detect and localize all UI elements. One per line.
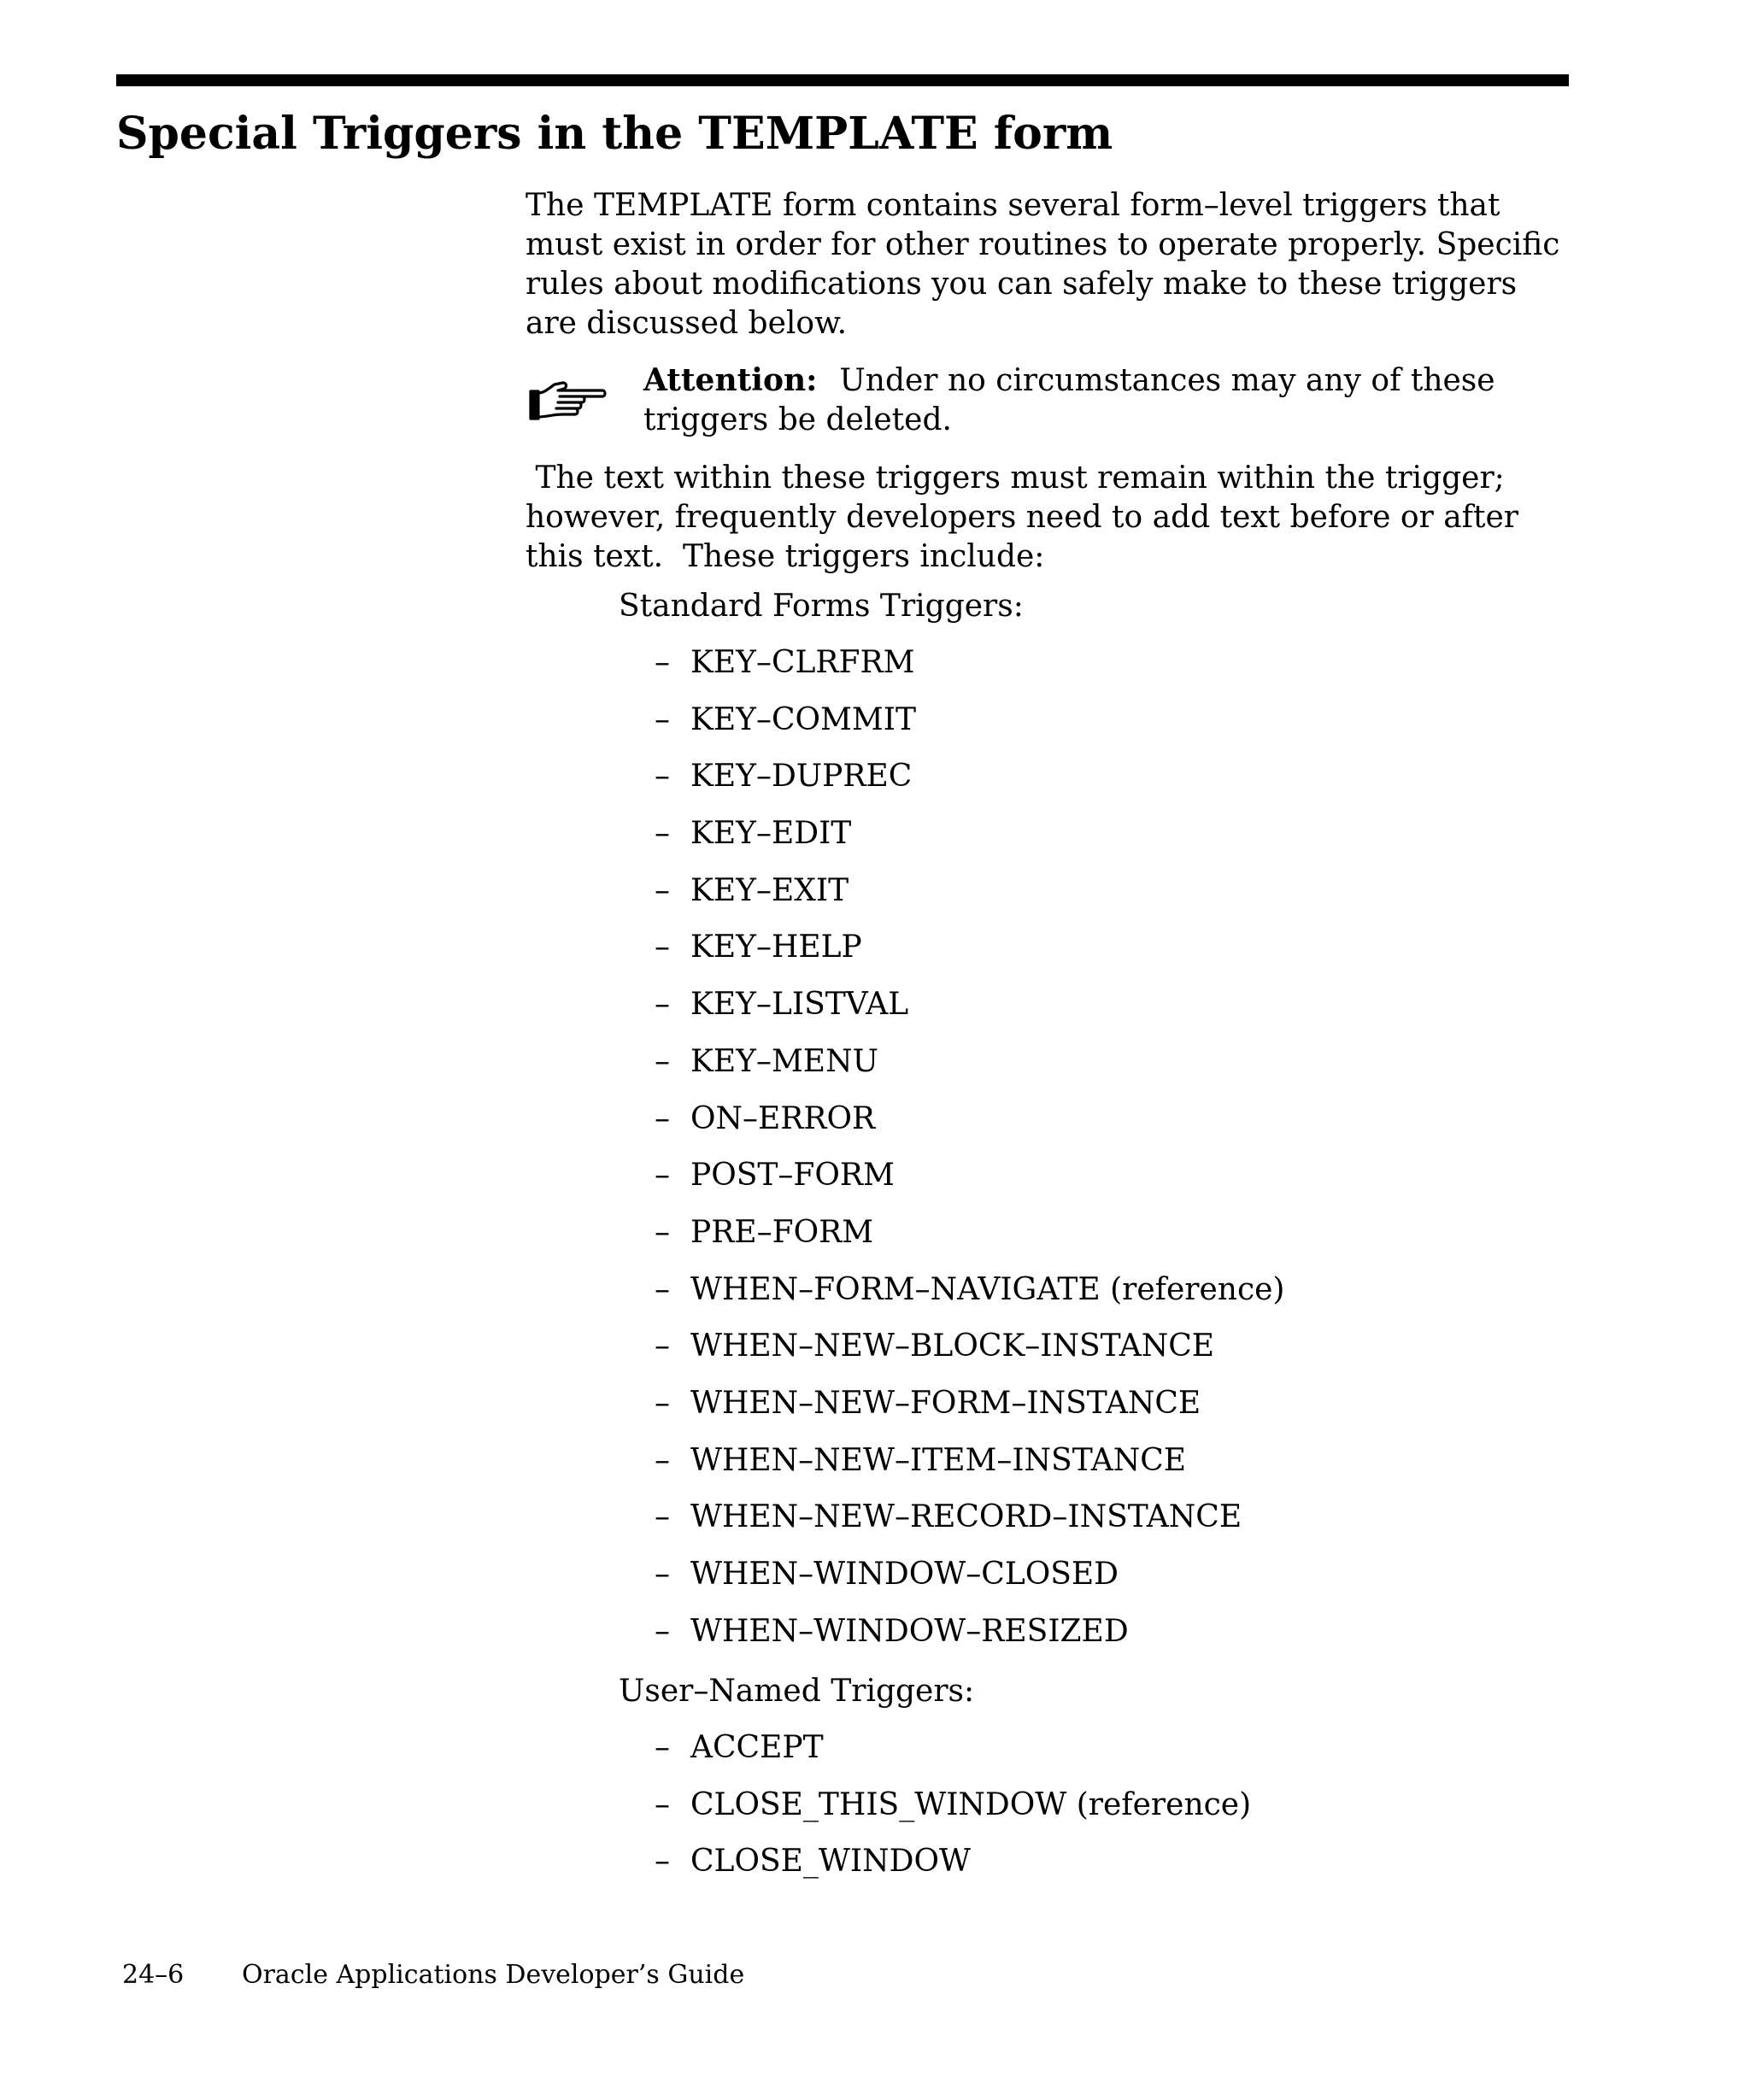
list-dash: – [655, 1214, 670, 1250]
trigger-name: ON–ERROR [690, 1100, 876, 1136]
list-dash: – [655, 1499, 670, 1535]
trigger-name: KEY–LISTVAL [690, 987, 909, 1023]
list-dash: – [655, 701, 670, 737]
pointing-hand-icon [529, 379, 608, 424]
trigger-name: WHEN–WINDOW–RESIZED [690, 1613, 1129, 1649]
triggers-intro-paragraph: The text within these triggers must remain within the trigger; however, frequently developers need to add text before or after this text. These triggers include: [526, 460, 1529, 574]
list-dash: – [655, 645, 670, 680]
trigger-name: KEY–DUPREC [690, 759, 913, 795]
section-title: Special Triggers in the TEMPLATE form [116, 108, 1113, 160]
trigger-list-item [649, 701, 1284, 758]
trigger-name: WHEN–FORM–NAVIGATE (reference) [690, 1271, 1285, 1307]
list-dash: – [655, 1730, 670, 1765]
attention-label: Attention: [643, 362, 818, 398]
standard-triggers-heading: Standard Forms Triggers: [619, 589, 1024, 624]
trigger-list-item [649, 1786, 1251, 1843]
trigger-list-item [649, 1384, 1284, 1441]
trigger-name: KEY–COMMIT [690, 701, 916, 737]
trigger-list-item [649, 1728, 1251, 1786]
user-named-triggers-heading: User–Named Triggers: [619, 1674, 975, 1709]
list-dash: – [655, 1442, 670, 1478]
trigger-list-item [649, 1042, 1284, 1100]
trigger-list-item [649, 1441, 1284, 1499]
list-dash: – [655, 1844, 670, 1880]
top-rule [116, 74, 1569, 86]
trigger-list-item [649, 1842, 1251, 1899]
trigger-list-item [649, 871, 1284, 929]
trigger-list-item [649, 985, 1284, 1042]
attention-note [526, 361, 1564, 443]
list-dash: – [655, 1385, 670, 1421]
intro-paragraph: The TEMPLATE form contains several form–level triggers that must exist in order for other routines to operate properly. Specific rules about modifications you can safely make to these triggers are discussed below. [526, 188, 1560, 341]
trigger-name: KEY–EDIT [690, 816, 852, 852]
trigger-list-item [649, 1156, 1284, 1213]
trigger-name: WHEN–NEW–BLOCK–INSTANCE [690, 1329, 1215, 1364]
list-dash: – [655, 1043, 670, 1079]
list-dash: – [655, 930, 670, 965]
attention-message: Under no circumstances may any of these triggers be deleted. [643, 363, 1495, 437]
trigger-name: ACCEPT [690, 1730, 824, 1765]
list-dash: – [655, 1613, 670, 1649]
trigger-list-item [649, 928, 1284, 985]
trigger-name: WHEN–NEW–FORM–INSTANCE [690, 1385, 1201, 1421]
book-title: Oracle Applications Developer’s Guide [242, 1960, 745, 1990]
trigger-list-item [649, 757, 1284, 814]
trigger-list-item [649, 1327, 1284, 1384]
trigger-list-item [649, 814, 1284, 871]
attention-text [643, 361, 1566, 440]
trigger-list-item [649, 1270, 1284, 1328]
trigger-name: CLOSE_WINDOW [690, 1844, 972, 1880]
trigger-list-item [649, 643, 1284, 701]
trigger-list-item [649, 1498, 1284, 1555]
trigger-list-item [649, 1213, 1284, 1270]
trigger-list-item [649, 1612, 1284, 1669]
trigger-name: KEY–EXIT [690, 872, 849, 908]
trigger-name: CLOSE_THIS_WINDOW (reference) [690, 1786, 1252, 1822]
trigger-name: WHEN–NEW–ITEM–INSTANCE [690, 1442, 1187, 1478]
list-dash: – [655, 759, 670, 795]
list-dash: – [655, 872, 670, 908]
trigger-name: PRE–FORM [690, 1214, 874, 1250]
list-dash: – [655, 1557, 670, 1592]
list-dash: – [655, 1271, 670, 1307]
trigger-name: KEY–MENU [690, 1043, 878, 1079]
trigger-list-item [649, 1555, 1284, 1612]
trigger-name: KEY–HELP [690, 930, 862, 965]
list-dash: – [655, 816, 670, 852]
trigger-name: POST–FORM [690, 1158, 895, 1194]
page-number: 24–6 [122, 1960, 185, 1990]
list-dash: – [655, 1786, 670, 1822]
standard-triggers-list [649, 643, 1284, 1669]
trigger-name: KEY–CLRFRM [690, 645, 915, 680]
list-dash: – [655, 1158, 670, 1194]
list-dash: – [655, 1100, 670, 1136]
list-dash: – [655, 1329, 670, 1364]
user-named-triggers-list [649, 1728, 1251, 1899]
list-dash: – [655, 987, 670, 1023]
trigger-name: WHEN–NEW–RECORD–INSTANCE [690, 1499, 1242, 1535]
trigger-list-item [649, 1100, 1284, 1157]
trigger-name: WHEN–WINDOW–CLOSED [690, 1557, 1119, 1592]
